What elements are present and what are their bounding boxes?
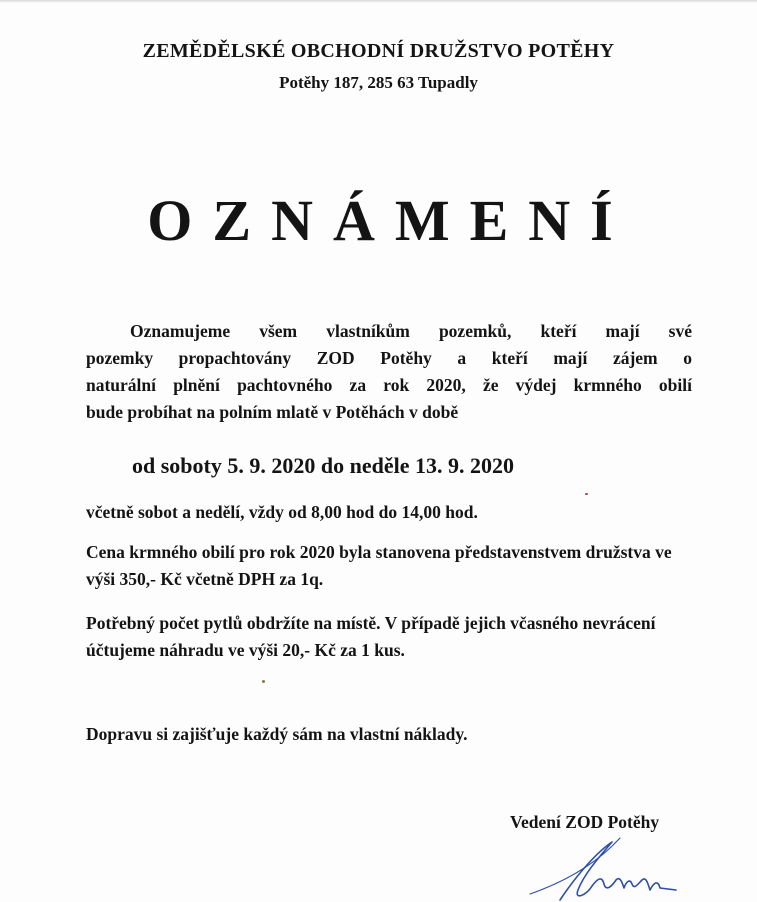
scan-edge <box>0 0 757 3</box>
intro-line: pozemky propachtovány ZOD Potěhy a kteří mají zájem o <box>86 348 692 368</box>
document-title: OZNÁMENÍ <box>147 188 633 253</box>
scan-speck <box>262 680 265 683</box>
distribution-dates: od soboty 5. 9. 2020 do neděle 13. 9. 2020 <box>132 453 514 478</box>
organization-address: Potěhy 187, 285 63 Tupadly <box>279 73 478 92</box>
intro-line: naturální plnění pachtovného za rok 2020, že výdej krmného obilí <box>86 375 692 395</box>
hours-paragraph: včetně sobot a nedělí, vždy od 8,00 hod do 14,00 hod. <box>86 502 478 522</box>
bags-paragraph: Potřebný počet pytlů obdržíte na místě. V případě jejich včasného nevrácení účtujeme náhradu ve výši 20,- Kč za 1 kus. <box>86 613 656 660</box>
transport-paragraph: Dopravu si zajišťuje každý sám na vlastní náklady. <box>86 724 468 744</box>
intro-line: Oznamujeme všem vlastníkům pozemků, kteří mají své <box>130 321 692 341</box>
intro-paragraph <box>86 318 692 426</box>
signoff: Vedení ZOD Potěhy <box>510 812 660 832</box>
organization-name: ZEMĚDĚLSKÉ OBCHODNÍ DRUŽSTVO POTĚHY <box>142 40 615 62</box>
scan-speck <box>585 493 588 495</box>
intro-line: bude probíhat na polním mlatě v Potěhách v době <box>86 402 459 422</box>
signature-icon <box>520 830 720 902</box>
price-paragraph: Cena krmného obilí pro rok 2020 byla stanovena představenstvem družstva ve výši 350,- Kč včetně DPH za 1q. <box>86 542 672 589</box>
